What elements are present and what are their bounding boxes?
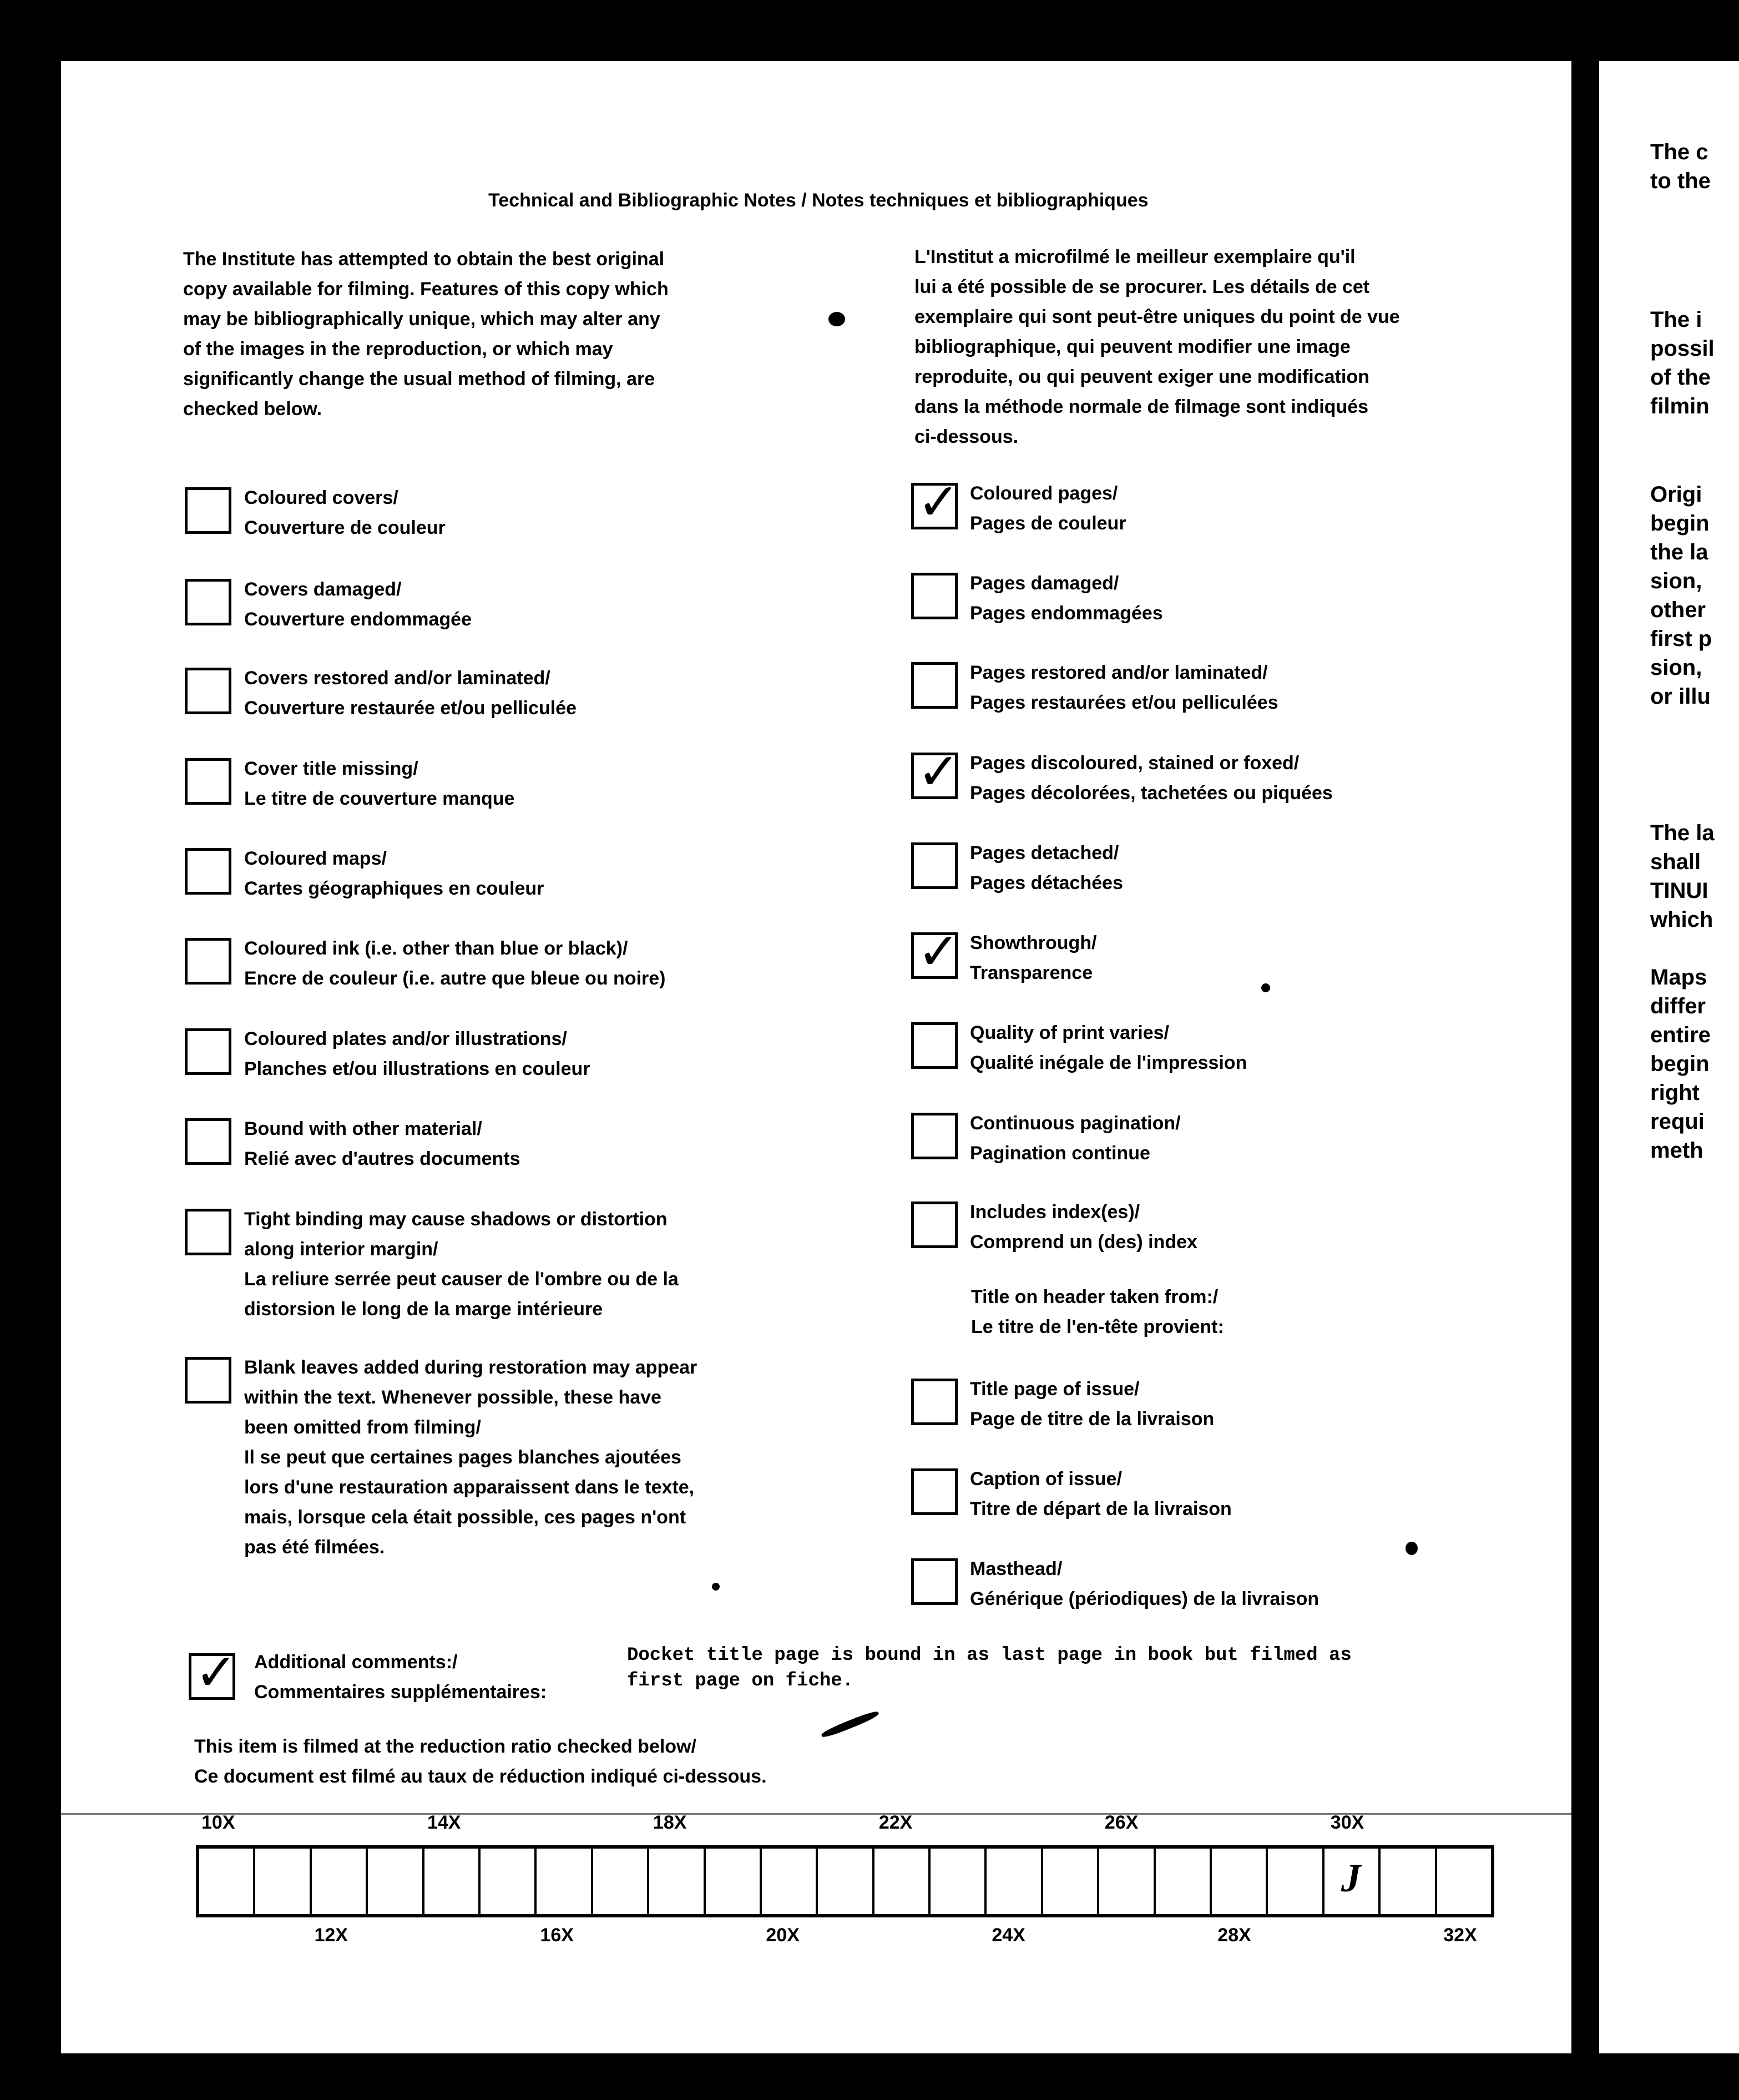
stub-line: differ: [1650, 994, 1706, 1018]
label-line: Couverture endommagée: [244, 609, 472, 630]
checkmark-icon: ✓: [917, 742, 961, 801]
intro-line: bibliographique, qui peuvent modifier une image: [914, 336, 1351, 357]
label-line: Couverture restaurée et/ou pelliculée: [244, 698, 577, 719]
stub-line: begin: [1650, 511, 1710, 536]
left-item-label: [244, 663, 577, 723]
left-item-label: [244, 574, 472, 634]
right-item-checkbox[interactable]: [911, 1113, 958, 1159]
left-item-label: [244, 483, 446, 543]
right-item-checkbox[interactable]: [911, 922, 961, 981]
stub-line: meth: [1650, 1138, 1703, 1163]
reduction-ratio-caption: [194, 1732, 767, 1791]
label-line: pas été filmées.: [244, 1537, 385, 1558]
label-line: within the text. Whenever possible, these have: [244, 1387, 661, 1408]
label-line: mais, lorsque cela était possible, ces pages n'ont: [244, 1507, 686, 1528]
right-item-checkbox[interactable]: [911, 1468, 958, 1515]
left-item-checkbox[interactable]: [185, 1028, 231, 1075]
right-item-label: [970, 1554, 1319, 1614]
intro-line: may be bibliographically unique, which may alter any: [183, 309, 660, 330]
ratio-cell[interactable]: [874, 1849, 931, 1914]
label-line: Cover title missing/: [244, 758, 418, 779]
comment-line: Docket title page is bound in as last page in book but filmed as: [627, 1645, 1352, 1666]
label-line: Pages détachées: [970, 872, 1123, 893]
ratio-label: 16X: [540, 1925, 574, 1946]
right-item-checkbox[interactable]: [911, 472, 961, 532]
label-line: Le titre de couverture manque: [244, 788, 515, 809]
ratio-cell[interactable]: [312, 1849, 368, 1914]
ratio-cell[interactable]: [1325, 1849, 1381, 1914]
stub-line: first p: [1650, 627, 1712, 651]
ratio-cell[interactable]: [537, 1849, 593, 1914]
label-line: Coloured covers/: [244, 487, 398, 508]
ratio-cell[interactable]: [762, 1849, 818, 1914]
right-item-label: [970, 1018, 1247, 1078]
label-line: Additional comments:/: [254, 1652, 458, 1673]
ratio-cell[interactable]: [649, 1849, 705, 1914]
ratio-cell[interactable]: [481, 1849, 537, 1914]
label-line: Caption of issue/: [970, 1468, 1122, 1490]
ratio-cell[interactable]: [1156, 1849, 1212, 1914]
ratio-label: 22X: [878, 1812, 913, 1833]
stub-line: entire: [1650, 1023, 1711, 1047]
label-line: Tight binding may cause shadows or distortion: [244, 1209, 668, 1230]
label-line: Transparence: [970, 962, 1093, 983]
right-item-label: [970, 658, 1278, 718]
page-title: Technical and Bibliographic Notes / Notes techniques et bibliographiques: [488, 190, 1149, 211]
ratio-cell[interactable]: [931, 1849, 987, 1914]
additional-comments-checkbox[interactable]: [189, 1643, 238, 1702]
label-line: Comprend un (des) index: [970, 1231, 1197, 1253]
ratio-cell[interactable]: [368, 1849, 424, 1914]
label-line: Relié avec d'autres documents: [244, 1148, 520, 1169]
intro-english: [183, 244, 669, 424]
ratio-cell[interactable]: [424, 1849, 481, 1914]
label-line: Title page of issue/: [970, 1379, 1140, 1400]
ratio-label: 10X: [201, 1812, 235, 1833]
left-item-checkbox[interactable]: [185, 1118, 231, 1165]
label-line: been omitted from filming/: [244, 1417, 481, 1438]
label-line: Pages décolorées, tachetées ou piquées: [970, 783, 1333, 804]
left-item-label: [244, 1352, 697, 1562]
label-line: Showthrough/: [970, 932, 1097, 953]
ratio-cell[interactable]: [255, 1849, 311, 1914]
ratio-check-mark: J: [1341, 1856, 1361, 1900]
intro-line: lui a été possible de se procurer. Les détails de cet: [914, 276, 1370, 297]
stub-line: the la: [1650, 540, 1708, 564]
ratio-cell[interactable]: [1268, 1849, 1324, 1914]
intro-line: significantly change the usual method of filming, are: [183, 368, 655, 390]
ratio-label: 32X: [1443, 1925, 1477, 1946]
label-line: Titre de départ de la livraison: [970, 1498, 1232, 1520]
intro-line: The Institute has attempted to obtain the best original: [183, 249, 665, 270]
right-item-checkbox[interactable]: [911, 573, 958, 619]
stub-paragraph: [1650, 305, 1715, 421]
label-line: distorsion le long de la marge intérieure: [244, 1299, 603, 1320]
stub-paragraph: [1650, 963, 1711, 1165]
header-note-line: Le titre de l'en-tête provient:: [971, 1316, 1224, 1337]
label-line: Pages de couleur: [970, 513, 1126, 534]
ratio-cell[interactable]: [1437, 1849, 1491, 1914]
label-line: Masthead/: [970, 1558, 1063, 1579]
caption-line: Ce document est filmé au taux de réduction indiqué ci-dessous.: [194, 1766, 767, 1787]
ratio-label: 14X: [427, 1812, 461, 1833]
label-line: La reliure serrée peut causer de l'ombre ou de la: [244, 1269, 679, 1290]
label-line: Bound with other material/: [244, 1118, 482, 1139]
right-item-checkbox[interactable]: [911, 842, 958, 889]
intro-line: dans la méthode normale de filmage sont indiqués: [914, 396, 1369, 417]
label-line: Quality of print varies/: [970, 1022, 1169, 1043]
right-item-label: [970, 478, 1126, 538]
label-line: Page de titre de la livraison: [970, 1409, 1215, 1430]
left-item-checkbox[interactable]: [185, 487, 231, 534]
left-item-label: [244, 844, 544, 903]
ink-speck: [1406, 1542, 1418, 1555]
label-line: Continuous pagination/: [970, 1113, 1181, 1134]
ratio-cell[interactable]: [199, 1849, 255, 1914]
label-line: Pages discoloured, stained or foxed/: [970, 753, 1300, 774]
intro-french: [914, 242, 1400, 452]
label-line: Il se peut que certaines pages blanches ajoutées: [244, 1447, 681, 1468]
label-line: along interior margin/: [244, 1239, 438, 1260]
stub-line: TINUI: [1650, 879, 1708, 903]
stub-line: sion,: [1650, 655, 1702, 680]
left-item-checkbox[interactable]: [185, 1357, 231, 1404]
label-line: Générique (périodiques) de la livraison: [970, 1588, 1320, 1609]
label-line: Coloured pages/: [970, 483, 1118, 504]
intro-line: copy available for filming. Features of this copy which: [183, 279, 669, 300]
ratio-label: 12X: [314, 1925, 348, 1946]
left-item-checkbox[interactable]: [185, 848, 231, 895]
label-line: Encre de couleur (i.e. autre que bleue ou noire): [244, 968, 666, 989]
reduction-ratio-grid: [196, 1845, 1494, 1917]
intro-line: checked below.: [183, 398, 322, 420]
stub-line: possil: [1650, 336, 1715, 361]
stub-line: or illu: [1650, 684, 1711, 709]
right-item-label: [970, 1374, 1214, 1434]
caption-line: This item is filmed at the reduction ratio checked below/: [194, 1736, 696, 1757]
label-line: Includes index(es)/: [970, 1202, 1140, 1223]
right-item-checkbox[interactable]: [911, 742, 961, 801]
stub-line: other: [1650, 598, 1706, 622]
stub-line: right: [1650, 1081, 1700, 1105]
left-item-checkbox[interactable]: [185, 758, 231, 805]
label-line: Qualité inégale de l'impression: [970, 1052, 1247, 1073]
document-page: [61, 61, 1571, 2053]
ink-speck: [712, 1583, 720, 1591]
stub-line: Origi: [1650, 482, 1702, 507]
ratio-cell[interactable]: [593, 1849, 649, 1914]
stub-line: requi: [1650, 1109, 1705, 1134]
stub-paragraph: [1650, 480, 1712, 711]
right-item-label: [970, 568, 1163, 628]
intro-line: exemplaire qui sont peut-être uniques du point de vue: [914, 306, 1400, 327]
ink-speck: [828, 312, 845, 326]
right-item-label: [970, 1197, 1197, 1257]
right-item-checkbox[interactable]: [911, 662, 958, 709]
intro-line: reproduite, ou qui peuvent exiger une modification: [914, 366, 1369, 387]
label-line: Covers restored and/or laminated/: [244, 668, 550, 689]
ratio-label: 28X: [1217, 1925, 1251, 1946]
left-item-label: [244, 933, 666, 993]
label-line: Coloured plates and/or illustrations/: [244, 1028, 567, 1049]
label-line: Coloured ink (i.e. other than blue or black)/: [244, 938, 628, 959]
checkmark-icon: ✓: [917, 922, 961, 981]
additional-comments-label: [254, 1647, 547, 1707]
right-item-checkbox[interactable]: [911, 1379, 958, 1425]
right-item-label: [970, 838, 1123, 898]
header-note-line: Title on header taken from:/: [971, 1286, 1219, 1308]
ratio-cell[interactable]: [706, 1849, 762, 1914]
ratio-label: 30X: [1330, 1812, 1364, 1833]
left-item-checkbox[interactable]: [185, 938, 231, 985]
label-line: Cartes géographiques en couleur: [244, 878, 544, 899]
stub-line: Maps: [1650, 965, 1707, 990]
right-item-label: [970, 1464, 1232, 1524]
ratio-label: 18X: [653, 1812, 687, 1833]
label-line: Pages detached/: [970, 842, 1119, 864]
ratio-cell[interactable]: [1043, 1849, 1099, 1914]
ratio-label: 26X: [1104, 1812, 1139, 1833]
label-line: Pages damaged/: [970, 573, 1119, 594]
ratio-cell[interactable]: [1212, 1849, 1268, 1914]
adjacent-page-stub: [1599, 61, 1739, 2053]
left-item-label: [244, 754, 514, 814]
ratio-cell[interactable]: [987, 1849, 1043, 1914]
right-item-label: [970, 928, 1097, 988]
right-item-label: [970, 748, 1333, 808]
label-line: Pagination continue: [970, 1143, 1150, 1164]
right-item-label: [970, 1108, 1181, 1168]
ratio-cell[interactable]: [818, 1849, 874, 1914]
left-item-label: [244, 1204, 679, 1324]
label-line: Commentaires supplémentaires:: [254, 1682, 547, 1703]
ink-speck: [1261, 983, 1270, 992]
left-item-checkbox[interactable]: [185, 1209, 231, 1255]
ratio-cell[interactable]: [1099, 1849, 1155, 1914]
label-line: Covers damaged/: [244, 579, 402, 600]
label-line: Couverture de couleur: [244, 517, 446, 538]
left-item-checkbox[interactable]: [185, 668, 231, 714]
right-item-checkbox[interactable]: [911, 1558, 958, 1605]
comment-line: first page on fiche.: [627, 1670, 854, 1692]
label-line: Planches et/ou illustrations en couleur: [244, 1058, 590, 1079]
right-item-checkbox[interactable]: [911, 1022, 958, 1069]
stub-line: filmin: [1650, 394, 1710, 418]
stub-line: The la: [1650, 821, 1715, 845]
label-line: Pages restored and/or laminated/: [970, 662, 1268, 683]
stub-line: The i: [1650, 307, 1702, 332]
stub-line: of the: [1650, 365, 1711, 390]
ink-smear: [820, 1709, 879, 1739]
checkmark-icon: ✓: [917, 472, 961, 532]
stub-line: which: [1650, 907, 1713, 932]
label-line: lors d'une restauration apparaissent dans le texte,: [244, 1477, 695, 1498]
intro-line: ci-dessous.: [914, 426, 1019, 447]
stub-line: to the: [1650, 169, 1711, 193]
left-item-label: [244, 1114, 520, 1174]
checkmark-icon: ✓: [195, 1643, 238, 1702]
left-item-checkbox[interactable]: [185, 579, 231, 625]
stub-line: sion,: [1650, 569, 1702, 593]
stub-line: The c: [1650, 140, 1708, 164]
label-line: Pages restaurées et/ou pelliculées: [970, 692, 1278, 713]
intro-line: L'Institut a microfilmé le meilleur exemplaire qu'il: [914, 246, 1356, 267]
stub-line: begin: [1650, 1052, 1710, 1076]
stub-paragraph: [1650, 138, 1711, 195]
label-line: Blank leaves added during restoration may appear: [244, 1357, 697, 1378]
ratio-cell[interactable]: [1381, 1849, 1437, 1914]
header-title-note: [971, 1282, 1224, 1342]
stub-paragraph: [1650, 819, 1715, 934]
stub-line: shall: [1650, 850, 1701, 874]
label-line: Pages endommagées: [970, 603, 1163, 624]
intro-line: of the images in the reproduction, or which may: [183, 339, 613, 360]
label-line: Coloured maps/: [244, 848, 387, 869]
left-item-label: [244, 1024, 590, 1084]
ratio-label: 20X: [766, 1925, 800, 1946]
additional-comments-text: [627, 1643, 1352, 1694]
right-item-checkbox[interactable]: [911, 1202, 958, 1248]
ratio-label: 24X: [992, 1925, 1025, 1946]
